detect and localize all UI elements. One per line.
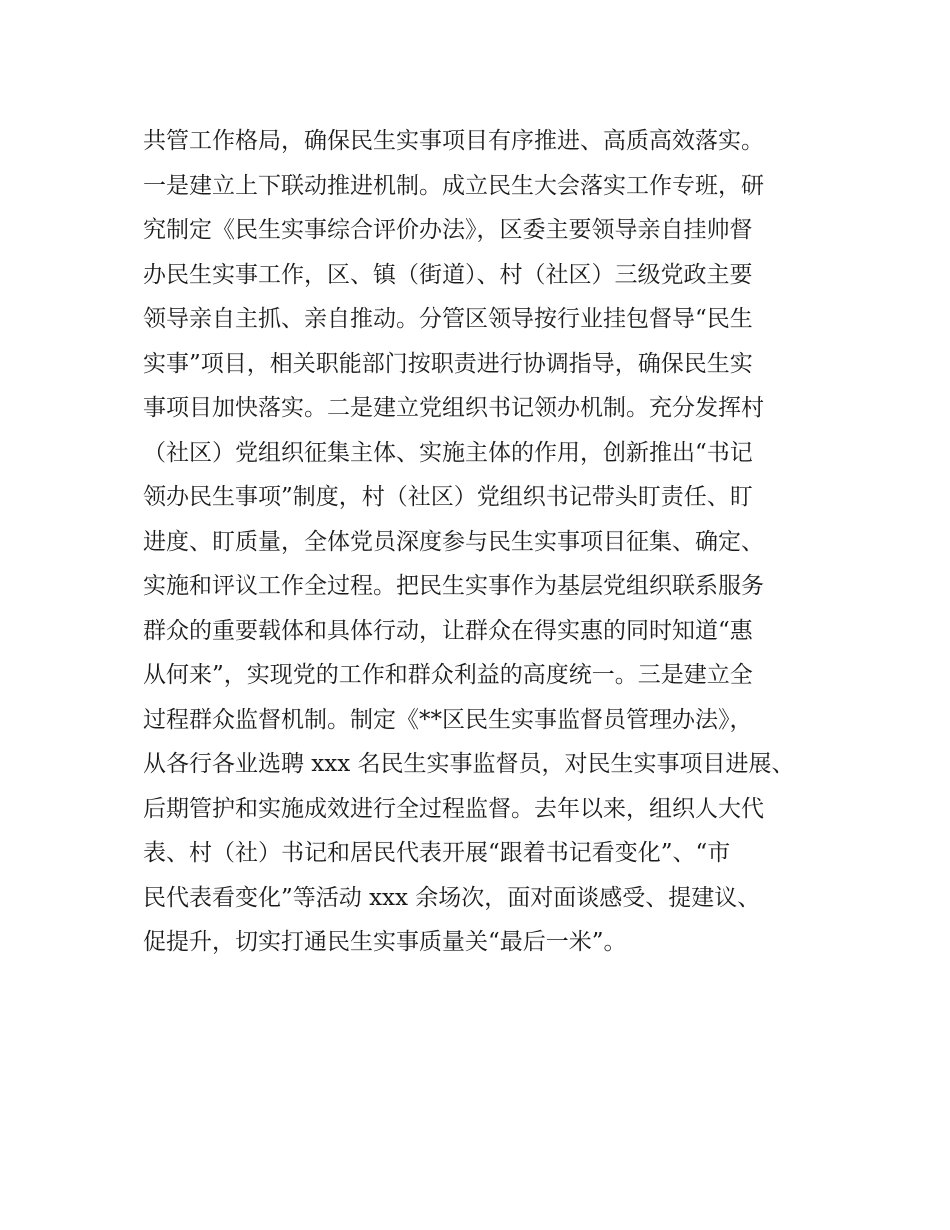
text-line: （社区）党组织征集主体、实施主体的作用，创新推出“书记 (143, 439, 753, 466)
text-line: 后期管护和实施成效进行全过程监督。去年以来，组织人大代 (143, 795, 764, 822)
text-line: 民代表看变化”等活动 xxx 余场次，面对面谈感受、提建议、 (143, 884, 761, 911)
text-line: 实施和评议工作全过程。把民生实事作为基层党组织联系服务 (143, 573, 764, 599)
text-line: 领导亲自主抓、亲自推动。分管区领导按行业挂包督导“民生 (143, 306, 753, 332)
text-line: 实事”项目，相关职能部门按职责进行协调指导，确保民生实 (143, 350, 753, 377)
text-line: 表、村（社）书记和居民代表开展“跟着书记看变化”、“市 (143, 840, 731, 866)
body-paragraph (143, 119, 843, 965)
text-line: 促提升，切实打通民生实事质量关“最后一米”。 (143, 929, 627, 955)
text-line: 究制定《民生实事综合评价办法》，区委主要领导亲自挂帅督 (143, 217, 753, 243)
text-line: 事项目加快落实。二是建立党组织书记领办机制。充分发挥村 (143, 395, 764, 421)
text-line: 领办民生事项”制度，村（社区）党组织书记带头盯责任、盯 (143, 484, 753, 510)
text-line: 进度、盯质量，全体党员深度参与民生实事项目征集、确定、 (143, 528, 764, 555)
text-line: 办民生实事工作，区、镇（街道）、村（社区）三级党政主要 (143, 261, 753, 288)
text-line: 过程群众监督机制。制定《**区民生实事监督员管理办法》， (143, 706, 753, 733)
text-line: 一是建立上下联动推进机制。成立民生大会落实工作专班，研 (143, 172, 764, 199)
text-line: 从何来”，实现党的工作和群众利益的高度统一。三是建立全 (143, 662, 753, 688)
text-line: 共管工作格局，确保民生实事项目有序推进、高质高效落实。 (143, 128, 764, 154)
text-line: 群众的重要载体和具体行动，让群众在得实惠的同时知道“惠 (143, 617, 753, 644)
text-line: 从各行各业选聘 xxx 名民生实事监督员，对民生实事项目进展、 (143, 751, 795, 777)
